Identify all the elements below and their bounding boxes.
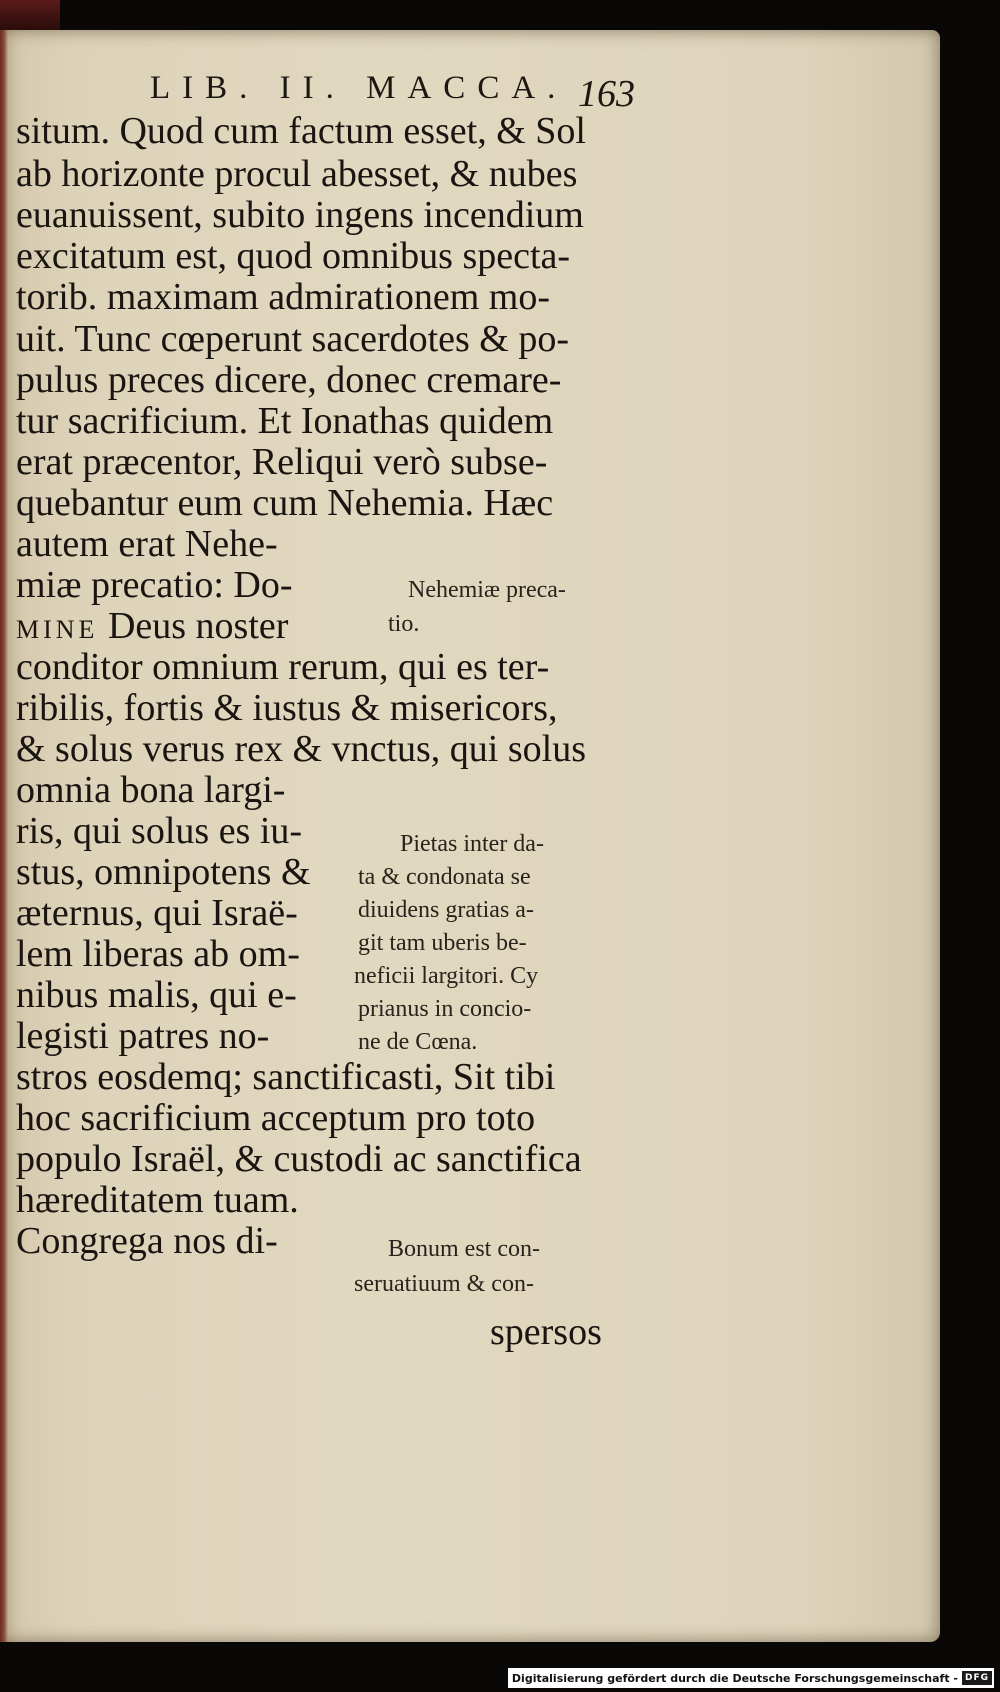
side-note-line: Bonum est con-	[388, 1236, 540, 1262]
side-note-line: seruatiuum & con-	[354, 1271, 534, 1297]
text-line: euanuissent, subito ingens incendium	[16, 194, 584, 236]
text-line: hæreditatem tuam.	[16, 1179, 299, 1221]
side-note-line: prianus in concio-	[358, 996, 532, 1022]
text-line: æternus, qui Israë-	[16, 892, 298, 934]
text-line: ris, qui solus es iu-	[16, 810, 303, 852]
small-caps-word: MINE	[16, 615, 99, 644]
text-line: nibus malis, qui e-	[16, 974, 297, 1016]
text-line: miæ precatio: Do-	[16, 564, 293, 606]
text-line: hoc sacrificium acceptum pro toto	[16, 1097, 536, 1139]
text-line: uit. Tunc cœperunt sacerdotes & po-	[16, 318, 570, 360]
text-line: ribilis, fortis & iustus & misericors,	[16, 687, 558, 729]
text-line: torib. maximam admirationem mo-	[16, 276, 550, 318]
side-note-line: ta & condonata se	[358, 864, 531, 890]
text-line: populo Israël, & custodi ac sanctifica	[16, 1138, 582, 1180]
text-line: tur sacrificium. Et Ionathas quidem	[16, 400, 554, 442]
side-note-line: Nehemiæ preca-	[408, 577, 566, 603]
side-note-line: diuidens gratias a-	[358, 897, 534, 923]
text-line: & solus verus rex & vnctus, qui solus	[16, 728, 586, 770]
side-note-line: Pietas inter da-	[400, 831, 544, 857]
running-head: LIB. II. MACCA.	[150, 70, 568, 106]
text-line: erat præcentor, Reliqui verò subse-	[16, 441, 548, 483]
text-line-domine	[16, 607, 288, 645]
text-line: situm. Quod cum factum esset, & Sol	[16, 110, 586, 152]
text-line: ab horizonte procul abesset, & nubes	[16, 153, 578, 195]
text-line: excitatum est, quod omnibus specta-	[16, 235, 571, 277]
text-line: lem liberas ab om-	[16, 933, 300, 975]
catchword: spersos	[490, 1311, 602, 1353]
text-line: autem erat Nehe-	[16, 523, 278, 565]
dfg-logo-icon: DFG	[962, 1671, 992, 1685]
text-line: conditor omnium rerum, qui es ter-	[16, 646, 550, 688]
text-line: omnia bona largi-	[16, 769, 286, 811]
page-number: 163	[578, 73, 635, 115]
text-line: legisti patres no-	[16, 1015, 270, 1057]
side-note-line: ne de Cœna.	[358, 1029, 478, 1055]
text-line: quebantur eum cum Nehemia. Hæc	[16, 482, 554, 524]
side-note-line: git tam uberis be-	[358, 930, 527, 956]
cover-edge	[0, 0, 60, 30]
text-line: stros eosdemq; sanctificasti, Sit tibi	[16, 1056, 556, 1098]
footer-text: Digitalisierung gefördert durch die Deutsche Forschungsgemeinschaft -	[511, 1671, 958, 1685]
text-line: Congrega nos di-	[16, 1220, 278, 1262]
side-note-line: neficii largitori. Cy	[354, 963, 539, 989]
text-line: pulus preces dicere, donec cremare-	[16, 359, 562, 401]
text-line: stus, omnipotens &	[16, 851, 311, 893]
binding-edge	[0, 30, 8, 1642]
side-note-line: tio.	[388, 611, 420, 637]
digitization-footer	[508, 1668, 994, 1688]
text-fragment: Deus noster	[107, 605, 289, 647]
